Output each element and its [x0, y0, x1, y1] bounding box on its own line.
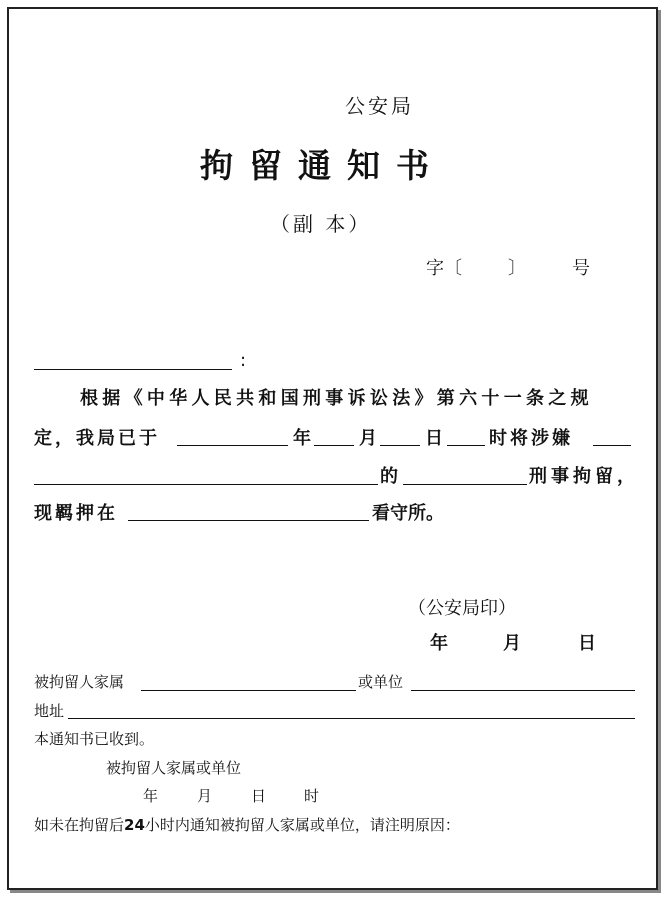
addressee-blank[interactable]: [34, 369, 232, 370]
document-title: 拘留通知书: [200, 146, 445, 185]
detention-date-blank[interactable]: [177, 445, 288, 446]
address-label: 地址: [34, 702, 65, 720]
seal-month: 月: [503, 633, 521, 654]
body-row3-de: 的: [380, 466, 398, 487]
body-line-1: 根据《中华人民共和国刑事诉讼法》第六十一条之规: [80, 388, 593, 409]
notice-footnote-pre: 如未在拘留后: [34, 816, 125, 834]
charge-blank[interactable]: [403, 484, 527, 485]
suspect-line-blank-2[interactable]: [34, 484, 378, 485]
detention-month-blank[interactable]: [314, 445, 354, 446]
notice-footnote-hours: 24: [124, 816, 145, 834]
detention-hour-blank[interactable]: [447, 445, 485, 446]
body-row4-start: 现羁押在: [34, 503, 118, 524]
seal-day: 日: [578, 633, 596, 654]
receipt-month: 月: [197, 787, 213, 805]
family-label: 被拘留人家属: [34, 673, 125, 691]
receipt-hour: 时: [304, 787, 320, 805]
seal-label: （公安局印）: [408, 598, 516, 619]
body-row2-year: 年: [293, 428, 311, 449]
doc-number-close: 〕: [508, 258, 526, 279]
addressee-colon: :: [240, 350, 247, 371]
unit-name-blank[interactable]: [411, 690, 635, 691]
address-blank[interactable]: [68, 718, 635, 719]
body-row2-start: 定，我局已于: [34, 428, 160, 449]
body-row2-hour: 时将涉嫌: [489, 428, 573, 449]
receipt-day: 日: [251, 787, 267, 805]
receipt-year: 年: [143, 787, 159, 805]
body-row2-month: 月: [359, 428, 377, 449]
detention-center-blank[interactable]: [128, 520, 369, 521]
notice-footnote: [34, 814, 460, 835]
or-unit-label: 或单位: [358, 673, 404, 691]
received-text: 本通知书已收到。: [34, 730, 155, 748]
suspect-line-blank-1[interactable]: [593, 445, 631, 446]
detention-day-blank[interactable]: [380, 445, 420, 446]
notice-footnote-post: 小时内通知被拘留人家属或单位，请注明原因：: [144, 816, 460, 834]
agency-name: 公安局: [345, 94, 414, 118]
family-name-blank[interactable]: [141, 690, 356, 691]
body-row4-end: 看守所。: [372, 503, 444, 524]
body-row2-day: 日: [425, 428, 443, 449]
copy-label: （副 本）: [270, 212, 372, 236]
signer-label: 被拘留人家属或单位: [106, 759, 242, 777]
seal-year: 年: [430, 633, 448, 654]
doc-number-hao: 号: [572, 258, 590, 279]
doc-number-zi: 字〔: [426, 258, 462, 279]
body-row3-end: 刑事拘留，: [529, 466, 639, 487]
